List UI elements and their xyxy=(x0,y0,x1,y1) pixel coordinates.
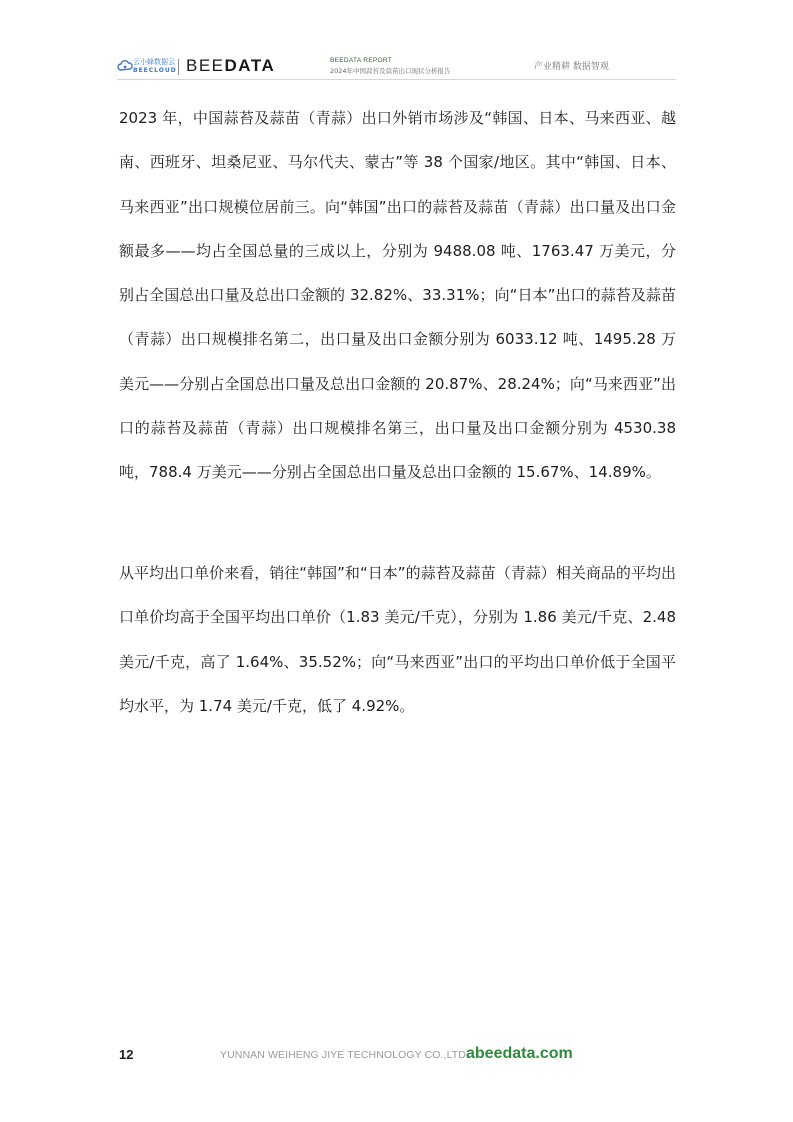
footer-website: abeedata.com xyxy=(466,1045,573,1062)
body-paragraph-1: 2023 年，中国蒜苔及蒜苗（青蒜）出口外销市场涉及“韩国、日本、马来西亚、越南、西班牙、坦桑尼亚、马尔代夫、蒙古”等 38 个国家/地区。其中“韩国、日本、马来西亚”出口规模位居前三。向“韩国”出口的蒜苔及蒜苗（青蒜）出口量及出口金额最多——均占全国总量的三成以上，分别为 9488.08 吨、1763.47 万美元，分别占全国总出口量及总出口金额的 32.82%、33.31%；向“日本”出口的蒜苔及蒜苗（青蒜）出口规模排名第二，出口量及出口金额分别为 6033.12 吨、1495.28 万美元——分别占全国总出口量及总出口金额的 20.87%、28.24%；向“马来西亚”出口的蒜苔及蒜苗（青蒜）出口规模排名第三，出口量及出口金额分别为 4530.38 吨，788.4 万美元——分别占全国总出口量及总出口金额的 15.67%、14.89%。 xyxy=(119,109,676,482)
body-paragraph-2: 从平均出口单价来看，销往“韩国”和“日本”的蒜苔及蒜苗（青蒜）相关商品的平均出口单价均高于全国平均出口单价（1.83 美元/千克），分别为 1.86 美元/千克、2.48 美元/千克，高了 1.64%、35.52%；向“马来西亚”出口的平均出口单价低于全国平均水平，为 1.74 美元/千克，低了 4.92%。 xyxy=(119,564,676,715)
report-title-cn: 2024年中国蒜苔及蒜苗出口现状分析报告 xyxy=(330,67,451,75)
footer-company: YUNNAN WEIHENG JIYE TECHNOLOGY CO.,LTD. xyxy=(220,1049,469,1061)
brand-logo xyxy=(186,56,275,76)
page-header xyxy=(0,0,793,90)
header-divider xyxy=(117,79,676,80)
report-label-en: BEEDATA REPORT xyxy=(330,57,392,64)
brand-part2: DATA xyxy=(224,56,276,75)
logo-english-text: BEECLOUD xyxy=(133,67,177,74)
brand-part1: BEE xyxy=(186,56,225,75)
cloud-logo-icon xyxy=(117,58,133,74)
logo-chinese-text: 云小蜂数据云 xyxy=(133,58,175,66)
page-number: 12 xyxy=(119,1047,134,1062)
logo-divider xyxy=(178,59,179,75)
header-tagline: 产业精耕 数据智观 xyxy=(534,62,609,72)
